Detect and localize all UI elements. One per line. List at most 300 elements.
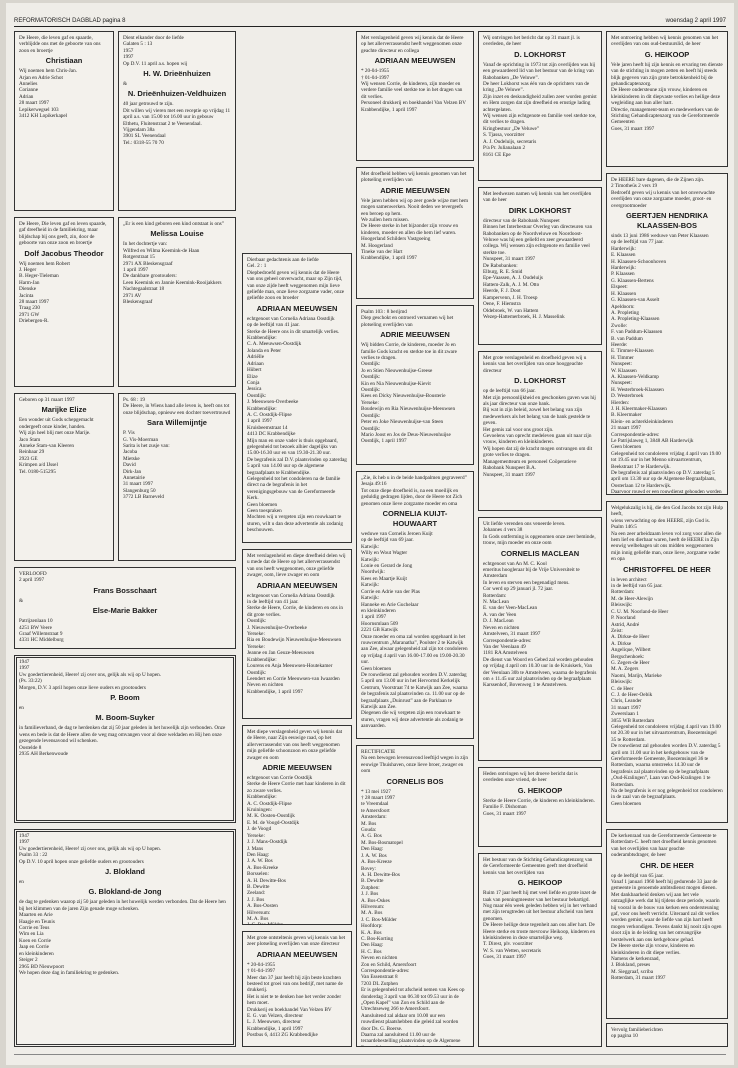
announcement-line: 28 maart 1997: [19, 100, 49, 107]
announcement-line: Rotterdam, 31 maart 1997: [611, 975, 666, 982]
page-header: [14, 17, 726, 26]
announcement-name: Melissa Louise: [150, 229, 204, 239]
announcement-line: Corrie en Teus: [19, 925, 50, 932]
announcement-line: Met verslagenheid en diepe dreefheid delen wij u mede dat de Heere op het allerverrassendst van ons heeft weggenomen, onze geliefde zwager, oom, lieve zwager en oom: [247, 553, 347, 579]
announcement-line: D. Westerbroek: [611, 393, 644, 400]
announcement-line: op de leeftijd van 65 jaar.: [611, 872, 664, 879]
announcement-line: A. G. Bos: [361, 833, 382, 840]
announcement-line: Hilversum:: [247, 909, 271, 916]
announcement-line: Geen bloemen: [247, 501, 278, 508]
announcement-line: op de leeftijd van 66 jaar.: [483, 388, 536, 395]
announcement-line: Namens de kerkenraad,: [611, 955, 660, 962]
announcement-line: De kerkenraad van de Gereformeerde Gemeente te Rotterdam-C. heeft met droefheid kennis genomen van het overlijden van haar geachte ouderambtsdrager, de heer: [611, 833, 718, 859]
announcement-line: Katwijk:: [361, 582, 380, 589]
announcement-line: Heerde:: [611, 341, 628, 348]
announcement-line: H. Klaassen-Schoonhoven: [611, 258, 667, 265]
announcement-line: 4331 HC Middelburg: [19, 637, 64, 644]
announcement-line: Nachtegaalstraat 18: [123, 286, 165, 293]
announcement-line: Na een zeer arbeidzaam leven vol zorg voor allen die hem lief en dierbaar waren, heeft de HEERE in Zijn eeuwig welbehagen uit ons midden weggenomen mijn innig geliefde man, onze lieve, zorgzame vader en opa: [611, 530, 723, 563]
announcement-line: Wij wensen Corrie, de kinderen, zijn moeder en verdere familie veel sterkte toe in het dragen van dit verlies.: [361, 81, 464, 100]
announcement-name: P. Boom: [110, 693, 140, 703]
announcement-line: Arjan en Adrie Schot: [19, 74, 63, 81]
announcement-line: Binnen het Interbestuur Overleg van directeuren van Rabobanken op de Noordveluwe en Noordoost-Veluwe was hij een geliefd en zeer gewaardeerd collega. Wij wensen zijn echtgenote en familie veel sterkte toe.: [483, 224, 594, 256]
announcement-line: 2 Timotheüs 2 vers 19: [611, 183, 658, 190]
announcement-line: Krabbendijke, 1 april 1997: [361, 106, 417, 113]
header-rule: [14, 26, 726, 27]
announcement-line: Slangenburg 50: [123, 487, 156, 494]
announcement-line: Kees en Dicky Nieuwenhuijse-Bousterie: [361, 393, 446, 400]
announcement-line: Oene, F. Hiemstra: [483, 301, 521, 308]
announcement-line: A. C. Oostdijk-Flipse: [247, 411, 292, 418]
announcement-line: A. Klaassen-Veldkamp: [611, 373, 659, 380]
announcement-line: Zeist:: [611, 627, 623, 634]
announcement-line: Oostdijk, 1 april 1997: [361, 438, 407, 445]
announcement-line: Met verslagenheid geven wij kennis dat de Heere op het allerverrassendst heeft weggenomen onze geachte directeur en collega: [361, 35, 465, 54]
announcement-line: Corianne: [19, 87, 39, 94]
announcement-line: Wim en Lia: [19, 931, 44, 938]
announcement-line: op de leeftijd van 77 jaar.: [611, 239, 664, 246]
announcement-line: Dierbaar gedachtenis aan de liefde: [247, 257, 319, 263]
announcement-line: Hanneke en Arie Guchelaar: [361, 601, 419, 608]
announcement-line: A. Propleting: [611, 309, 639, 316]
announcement-name: Dolf Jacobus Theodor: [24, 248, 104, 258]
obituary-ad-heikoop-family: [478, 767, 602, 847]
announcement-line: Daarna zal aansluitend 11.00 uur de teraardebestelling plaatsvinden op de Algemene: [361, 1032, 461, 1045]
announcement-line: Gelegenheid tot condoleren vrijdag 4 april van 19.00 tot 19.45 uur in het Menno uitvaartcentrum, Beekstraat 17 te Harderwijk.: [611, 450, 723, 470]
announcement-line: Angelique, Wilbert: [611, 647, 651, 654]
announcement-line: J. J. Bos: [361, 891, 379, 898]
announcement-line: 1 april 1997: [247, 418, 273, 425]
announcement-line: Vele jaren hebben wij op zeer goede wijze met hem mogen samenwerken. Nooit deden we tevergeefs een beroep op hem.: [361, 197, 470, 217]
announcement-line: Met ontroering hebben wij kennis genomen van het overlijden van ons oud-bestuurslid, de heer: [611, 35, 720, 48]
announcement-line: 3055 WB Rotterdam: [611, 717, 655, 724]
announcement-line: Patrijzenlaan 10: [19, 618, 53, 625]
announcement-line: Krabbendijke:: [247, 405, 277, 412]
announcement-line: Harderwijk:: [611, 265, 637, 272]
announcement-line: &: [123, 81, 128, 88]
announcement-line: Wij ontvingen het bericht dat op 31 maart jl. is overleden, de heer: [483, 35, 582, 48]
announcement-line: VERLOOFD: [19, 571, 47, 577]
announcement-line: Naomi, Marijn, Marieke: [611, 672, 662, 679]
announcement-line: Wilfred en Wilma Keemink-de Haan: [123, 247, 200, 254]
announcement-line: Jolanda en Peter: [247, 347, 281, 354]
announcement-line: A. Dirkse-de Heer: [611, 634, 650, 641]
obituary-ad-kuijt: [356, 471, 474, 739]
announcement-line: echtgenoot van Corrie Oostdijk: [247, 775, 313, 782]
announcement-line: Koen en Corrie: [19, 937, 51, 944]
announcement-line: Elspeet:: [611, 284, 628, 291]
announcement-line: P. Noorland: [611, 615, 636, 622]
announcement-line: Gouda:: [361, 827, 377, 834]
announcement-line: in de leeftijd van 41 jaar.: [247, 599, 299, 606]
header-right: woensdag 2 april 1997: [665, 18, 726, 24]
obituary-ad-meeuwsen-nieuwenhuijse: [356, 305, 474, 465]
announcement-line: 1997: [19, 665, 30, 672]
announcement-line: Bij wat in zijn beleid, zowel het belang van zijn medewerkers als het belang van de bank gestelde te geven.: [483, 407, 592, 427]
announcement-line: op pagina 10: [611, 1033, 638, 1040]
announcement-line: † 01-04-1997: [247, 968, 276, 975]
announcement-line: Neven en nichten: [483, 624, 520, 631]
announcement-line: M. Bos: [361, 820, 377, 827]
announcement-line: echtgenoot van Cornelia Adriana Oostdijk: [247, 592, 335, 599]
announcement-line: J. Meeuwsen-Overbeeke: [247, 399, 299, 406]
announcement-line: Amsterdam:: [361, 814, 387, 821]
announcement-line: C. U. M. Noorland-de Heer: [611, 608, 669, 615]
announcement-line: Gelegenheid tot condoleren vrijdag 4 april van 19.00 tot 20.30 uur in het uitvaartcentrum, Boezemsingel 35 te Rotterdam.: [611, 724, 723, 743]
rectification-ad-bos: [356, 745, 474, 1047]
announcement-line: Meer dan 37 jaar heeft hij zijn beste krachten besteed tot groei van ons bedrijf, met name de drukkerij.: [247, 974, 345, 994]
announcement-line: * 20-04-1955: [361, 68, 390, 75]
announcement-line: Wij hopen dat zij de kracht mogen ontvangen om dit grote verlies te dragen.: [483, 445, 594, 459]
announcement-line: Goes, 31 maart 1997: [483, 810, 527, 817]
announcement-line: Een wonder uit Gods schepgemacht ondergeeft onze kinder, handen.: [19, 417, 95, 430]
announcement-line: C. de Heer: [611, 685, 634, 692]
announcement-line: K. A. Bos: [361, 929, 382, 936]
announcement-line: op de leeftijd van 41 jaar.: [247, 322, 300, 329]
announcement-line: Bovey:: [361, 865, 376, 872]
announcement-line: Personeel drukkerij en boekhandel Van Velzen BV: [361, 100, 466, 107]
announcement-line: Reinbaar 29: [19, 449, 45, 456]
announcement-line: Bleiswijk:: [611, 679, 633, 686]
announcement-line: C. J. de Heer-Oebik: [611, 691, 653, 698]
announcement-line: Het bestuur van de Stichting Gehandicaptenzorg van de Gereformeerde Gemeenten geeft met droefheid kennis van het overlijden van: [483, 857, 594, 876]
announcement-line: Yerseke:: [247, 643, 265, 650]
announcement-line: Rotgerstraat 15: [123, 254, 155, 261]
announcement-line: 21 maart 1997: [611, 425, 641, 432]
announcement-line: De Heere, Die leven gaf en leven spaarde, gaf dreefheid in de familiekring, maar blijdschap bij ons geeft, zin, door de geboorte van onze zoon en broertje: [19, 221, 108, 247]
announcement-line: Tel.: 0318-55 70 70: [123, 139, 164, 146]
announcement-line: 1 april 1997: [123, 267, 149, 274]
announcement-line: Vele jaren heeft hij zijn kennis en ervaring ten dienste van de stichting in mogen zetten en heeft hij steeds blijk gegeven van zijn grote betrokkenheid bij de gehandicaptenzorg.: [611, 61, 724, 88]
announcement-line: De HEERE bare dagenen, die de Zijnen zijn.: [611, 177, 705, 183]
announcement-line: Neven en nichten: [247, 682, 284, 689]
announcement-line: (Ps. 33:22): [19, 678, 42, 685]
announcement-line: E. van der Veen-MacLean: [483, 605, 538, 612]
announcement-line: Lonie en Gerard de Jong: [361, 563, 413, 570]
announcement-line: † 28 maart 1997: [361, 795, 395, 802]
announcement-line: A. H. Dewitte-Bos: [247, 877, 286, 884]
announcement-line: Oldebroek, W. van Hattem: [483, 307, 539, 314]
announcement-line: Gevoelens van oprecht medeleven gaan uit naar zijn vrouw, kinderen en kleinkinderen.: [483, 433, 593, 446]
announcement-line: Traag 230: [19, 305, 40, 312]
announcement-line: Oostdijk:: [247, 618, 267, 625]
announcement-line: W. S. van Wetten, secretaris: [483, 947, 541, 954]
announcement-line: Tineke van der Hart: [361, 249, 403, 256]
announcement-line: D. J. MacLean: [483, 618, 514, 625]
announcement-line: Boudewijn en Ria Nieuwenhuijse-Meeuwsen: [361, 406, 456, 413]
announcement-line: * 13 mei 1927: [361, 788, 391, 795]
announcement-line: Katwijk:: [361, 595, 380, 602]
announcement-line: F. van Paddum-Klaassen: [611, 329, 663, 336]
announcement-line: Psalm 146:5: [611, 524, 637, 531]
announcement-line: Gel. 2 : 1: [247, 263, 267, 270]
announcement-line: J. J. Mans-Oostdijk: [247, 839, 288, 846]
announcement-line: De dienst van Woord en Gebed zal worden gehouden op vrijdag 4 april om 10.30 uur in de Kruiskerk, Van der Veenlaan 30b te Amstelveen, waarna de begrafenis om ± 11.45 uur zal plaatsvinden op de begraafplaats Karssenhof, Bovenweg 1 te Amstelveen.: [483, 656, 598, 689]
anniversary-ad-boom: [14, 655, 236, 823]
page-footer-rule: [14, 1054, 726, 1055]
announcement-line: 1 april 1997: [361, 614, 387, 621]
announcement-line: Elize: [247, 373, 258, 380]
announcement-line: Morgen, D.V. 3 april hopen onze lieve ouders en grootouders: [19, 684, 146, 691]
announcement-name: G. HEIKOOP: [517, 785, 563, 795]
announcement-line: Dienske: [19, 286, 36, 293]
announcement-line: In leven en sterven een begenadigd mens.: [483, 579, 570, 586]
announcement-line: Familie F. Dishoman: [483, 804, 527, 811]
announcement-line: Lourens en Anja Meeuwsen-Houtekamer: [247, 663, 333, 670]
announcement-line: Psalm 33 : 22: [19, 852, 48, 859]
announcement-line: G. Klaassen-van Asselt: [611, 297, 660, 304]
anniversary-ad-drieenhuizen: [118, 31, 236, 211]
announcement-line: emeritus hoogleraar bij de Vrije Universiteit te Amsterdam: [483, 567, 581, 580]
announcement-line: Yerseke:: [247, 832, 265, 839]
announcement-line: Oostdijk:: [361, 425, 381, 432]
announcement-line: Leendert en Corrie Meeuwsen-van Iwaarden: [247, 675, 340, 682]
announcement-line: M. A. Bos: [247, 915, 269, 922]
announcement-line: 1947: [19, 659, 30, 665]
announcement-name: N. Drieënhuizen-Veldhuizen: [127, 89, 227, 99]
announcement-name: ADRIE MEEUWSEN: [380, 185, 450, 195]
announcement-line: de dag te gedenken waarop zij 50 jaar geleden in het huwelijk werden verbonden. Dat de Heere hen bij het klimmen van de jaren Zijn genade moge schenken.: [19, 899, 228, 912]
announcement-line: Daarvoor rouwd er een rouwdienst gehouden worden: [611, 489, 722, 495]
announcement-line: en: [19, 705, 24, 712]
announcement-line: Zijn inzet en deskundigheid zullen zeer worden gemist en Hem zorgen dat zijn dreefheid en ernstige lading achtergelaten.: [483, 93, 598, 113]
announcement-name: CORNELIA KUIJT-HOUWAART: [382, 509, 448, 529]
announcement-line: Krabbendijke, 1 april 1997: [247, 1025, 303, 1032]
announcement-line: Nunspeet, 31 maart 1997: [483, 256, 536, 263]
announcement-line: in familieverband, de dag te herdenken dat zij 50 jaar geleden in het huwelijk zijn verbonden. Onze wens en bede is dat de Heere allen de weg mag omvangen voor al deze weldaden en Hij hen onze gezegende levensavond wil schenken.: [19, 725, 227, 745]
announcement-name: CHRISTOFFEL DE HEER: [623, 564, 711, 574]
announcement-line: Vervolg familieberichten: [611, 1027, 663, 1033]
announcement-line: Sterke de Heere, Corrie, de kinderen en ons in dit grote verlies.: [247, 605, 345, 618]
announcement-line: 7203 DL Zutphen: [361, 980, 398, 987]
announcement-line: Corrie en Adrie van der Plas: [361, 588, 420, 595]
announcement-line: Bleskensgraaf: [123, 299, 153, 306]
announcement-line: Gelegenheid tot het condoleren na de familie direct na de begrafenis in het verenigingsgebouw van de Gereformeerde Kerk.: [247, 476, 342, 502]
announcement-line: H. Klaassen: [611, 290, 637, 297]
announcement-name: G. Blokland-de Jong: [88, 887, 162, 897]
announcement-line: Hoofdorp:: [361, 923, 383, 930]
announcement-line: W. Klaassen: [611, 367, 637, 374]
announcement-line: J. Heger: [19, 267, 37, 274]
announcement-line: 2935 AH Berkenwoude: [19, 751, 68, 758]
announcement-line: A. Bos-Kreeze: [361, 859, 392, 866]
announcement-line: Astrid, André: [611, 621, 640, 628]
announcement-line: Drukkerij en boekhandel Van Velzen BV: [247, 1006, 332, 1013]
announcement-name: Marijke Elize: [41, 405, 87, 415]
announcement-line: E. G. van Velzen, directeur: [247, 1013, 303, 1020]
announcement-line: De begrafenis zal plaatsvinden op D.V. zaterdag 5 april om 13.30 uur op de Algemene Begraafplaats, Oosterlaan 12 te Harderwijk.: [611, 470, 718, 489]
announcement-line: Chris, Leander: [611, 698, 642, 705]
announcement-line: Krabbendijke:: [247, 794, 277, 801]
announcement-line: Geboren op 31 maart 1997: [19, 397, 75, 403]
announcement-line: Mochten wij u vergeten zijn een rouwkaart te sturen, wilt u dan deze advertentie als zodanig beschouwen.: [247, 514, 345, 534]
announcement-line: Neven en nichten: [361, 955, 398, 962]
announcement-name: Frans Bosschaart: [93, 585, 157, 595]
announcement-line: Uit liefde verenden ons veneerde leven.: [483, 521, 566, 527]
announcement-line: Mijn man en onze vader is thuis opgebaard, gelegenheid tot bezoek alhier dagelijks van 15.00-16.30 uur en van 19.30-21.30 uur.: [247, 437, 340, 457]
announcement-line: Borsselen:: [247, 871, 269, 878]
announcement-line: M. Hoogerland: [361, 242, 393, 249]
announcement-line: 2 april 1997: [19, 577, 45, 584]
announcement-line: J. A. W. Bos: [247, 858, 273, 865]
announcement-line: Sarita is het zusje van:: [123, 443, 170, 450]
announcement-line: Apeldoorn:: [611, 303, 635, 310]
announcement-line: Zutphen:: [361, 884, 380, 891]
obituary-ad-meeuwsen-staff: [356, 31, 474, 161]
announcement-line: P/a Pr. Julianalaan 2: [483, 145, 526, 152]
announcement-line: J. J. Bos: [247, 896, 265, 903]
announcement-line: De begrafenis zal D.V. plaatsvinden op zaterdag 5 april van 14.00 uur op de algemene begraafplaats te Krabbendijke.: [247, 456, 349, 476]
announcement-line: De heer Lokhorst was één van de oprichters van de kring „De Veluwe”.: [483, 81, 591, 94]
announcement-line: Oostelde 8: [19, 744, 42, 751]
announcement-line: Sterke de Heere Corrie, de kinderen en kleinkinderen.: [483, 797, 595, 804]
announcement-line: E. Klaassen: [611, 252, 636, 259]
announcement-line: Uw goedertierenheid, Heere! zij over ons, gelijk als wij op U hopen.: [19, 671, 162, 678]
announcement-name: GEERTJEN HENDRIKA KLAASSEN-BOS: [625, 211, 709, 231]
announcement-line: J. de Voogd: [247, 826, 272, 833]
announcement-line: Conja: [247, 379, 260, 386]
announcement-name: ADRIAAN MEEUWSEN: [256, 949, 338, 959]
announcement-line: E. Timmer-Klaassen: [611, 348, 654, 355]
announcement-line: De rouwdienst zal gehouden worden D.V. zaterdag 5 april om 13.00 uur in het Hervormd Kerkelijk Centrum, Voorstraat 74 te Katwijk aan Zee, waarna de begrafenis zal plaatsvinden ca. 11.00 uur op de begraafplaats „Duinrust” aan de Parklaan te Katwijk aan Zee.: [361, 671, 469, 710]
announcement-line: Tel. 0180-515295: [19, 468, 56, 475]
announcement-line: Sterke de Heere ons in dit smartelijk verlies.: [247, 328, 340, 335]
announcement-line: Correspondentie-adres:: [361, 968, 410, 974]
announcement-line: Ruim 17 jaar heeft hij met veel liefde en grote inzet de taak van penningmeester van het bestuur behartigd. Nog maar één week geleden hebben wij in het verband met zijn terugtreden uit het bestuur afscheid van hem genomen.: [483, 890, 599, 922]
announcement-line: Krabbendijke:: [247, 335, 277, 342]
anniversary-ad-blokland: [14, 829, 236, 1047]
announcement-line: Geen toespraken: [247, 508, 282, 515]
announcement-line: Yerseke:: [247, 631, 265, 638]
announcement-line: Dit willen wij vieren met een receptie op vrijdag 11 april a.s. van 15.00 tot 16.00 uur in gebouw Elthetu, Fluitenstraat 2 te Veenendaal.: [123, 107, 232, 127]
announcement-line: De Heere sterke zijn vrouw, kinderen en kleinkinderen in dit diepe verlies.: [611, 943, 696, 956]
announcement-line: Katwijk:: [361, 556, 380, 563]
announcement-line: „Er is een kind geboren een kind ontstaat is ons”: [123, 221, 224, 227]
announcement-line: sinds 13 juni 1986 weduwe van Peter Klaassen: [611, 233, 709, 240]
engagement-ad: [14, 567, 236, 649]
announcement-line: 1997: [123, 54, 134, 61]
announcement-line: P. Klaassen: [611, 271, 635, 278]
birth-ad-dolf: [14, 217, 114, 387]
announcement-line: N. MacLean: [483, 599, 509, 606]
announcement-line: J. C. Bos-Mülder: [361, 916, 397, 923]
announcement-line: Den Haag:: [361, 942, 384, 949]
announcement-line: 1947: [19, 833, 30, 839]
announcement-line: M. K. Oosten-Oostdijk: [247, 813, 295, 820]
announcement-name: DIRK LOKHORST: [508, 205, 572, 215]
announcement-line: A. Bos-Oskes: [361, 897, 390, 904]
announcement-line: Jacinta: [19, 292, 34, 299]
announcement-line: P. Vis: [123, 430, 135, 437]
announcement-line: De rouwdienst zal gehouden worden D.V. zaterdag 5 april om 11.00 uur in het kerkgebouw van de Gereformeerde Gemeente, Boezemsingel 36 te Rotterdam, waarna omstreeks 14.30 uur de begrafenis zal plaatsvinden op de begraafplaats „Oud-Kralingen”, Laan van Oud-Kralingen 1 te Rotterdam.: [611, 743, 722, 788]
announcement-line: Jacoba: [123, 449, 138, 456]
announcement-line: Zeeland:: [247, 890, 266, 897]
announcement-line: Oostdijk:: [361, 387, 381, 394]
announcement-name: H. W. Drieënhuizen: [143, 69, 211, 79]
announcement-line: Wij noemen hem Robert: [19, 260, 70, 267]
announcement-line: Oostdijk:: [361, 361, 381, 368]
announcement-line: te Vreemdaal: [361, 801, 389, 808]
announcement-line: Na een bewogen levensavond leeftijd wegen in zijn eeuwige Thuishaven, onze lieve broer, zwager en oom: [361, 755, 470, 775]
announcement-line: Onze moeder en oma zal worden opgebaard in het rouwcentrum „Maranatha”, Poolster 2 te Katwijk aan Zee, alwaar gelegenheid zal zijn tot condoleren op vrijdag 4 april van 16.00-17.00 en 19.00-20.30 uur.: [361, 633, 469, 666]
announcement-line: De Heere, die leven gaf en spaarde, verblijdde ons met de geboorte van ons zoon en broertje: [19, 35, 102, 54]
announcement-line: 31 maart 1997: [123, 481, 153, 488]
obituary-ad-maclean: [478, 517, 602, 761]
announcement-line: Wij bidden Corrie, de kinderen, moeder Jo en familie Gods kracht en sterkte toe in dit zware verlies te dragen.: [361, 342, 459, 362]
announcement-line: 1957: [123, 47, 134, 54]
birth-ad-marijke: [14, 393, 114, 561]
announcement-line: J. A. W. Bos: [361, 852, 387, 859]
announcement-line: We hopen deze dag in familiekring te gedenken.: [19, 969, 120, 976]
announcement-line: C. A. Meeuwsen-Oostdijk: [247, 341, 302, 348]
announcement-line: Katwijk:: [361, 543, 380, 550]
announcement-line: Kin en Nia Nieuwenhuijse-Kievit: [361, 380, 431, 387]
announcement-line: Epe-Vaassen, A. J. Oudeluijs: [483, 275, 543, 282]
announcement-line: 2923 GE: [19, 455, 38, 462]
announcement-line: Hierden:: [611, 399, 630, 406]
announcement-line: 40 jaar getrouwd te zijn.: [123, 101, 174, 108]
announcement-line: M. Bos-Bosmatopel: [361, 839, 403, 846]
announcement-line: A. H. Dewitte-Bos: [361, 871, 400, 878]
newspaper-page: [6, 3, 734, 1065]
announcement-line: J. Blokland, preses: [611, 962, 651, 969]
header-left: REFORMATORISCH DAGBLAD pagina 8: [14, 18, 126, 24]
announcement-line: Jessica: [247, 386, 262, 393]
obituary-ad-meeuwsen-hoogerland: [356, 167, 474, 299]
announcement-line: Mietske: [123, 455, 140, 462]
announcement-line: Oostdijk:: [247, 669, 267, 676]
announcement-line: Adriëlle: [247, 354, 264, 361]
announcement-line: en kleinkinderen: [361, 607, 396, 614]
announcement-name: ADRIE MEEUWSEN: [262, 763, 332, 773]
announcement-line: Annelies: [19, 81, 38, 88]
announcement-line: 2971 AV: [123, 292, 142, 299]
announcement-name: CORNELIS MACLEAN: [500, 548, 580, 558]
announcement-line: 28 maart 1997: [19, 299, 49, 306]
announcement-line: M. A. Bos: [361, 910, 383, 917]
announcement-line: David: [123, 462, 136, 469]
announcement-line: B. Dewitte: [247, 883, 270, 890]
announcement-line: te Amersfoort: [361, 807, 390, 814]
announcement-line: Anneke Stam-van Kleeren: [19, 443, 75, 450]
announcement-line: wiens verwachting op den HEERE, zijn God is.: [611, 517, 710, 524]
announcement-line: echtgenoot van Cornelia Adriana Oostdijk: [247, 315, 335, 322]
announcement-line: Kees en Maartje Kuijt: [361, 575, 407, 582]
announcement-line: Harm-Jan: [19, 279, 40, 286]
announcement-line: en: [19, 879, 24, 886]
announcement-line: 1181 RA Amstelveen: [483, 650, 528, 657]
announcement-line: Zon en Schild, Amersfoort: [361, 961, 417, 968]
announcement-line: Er is gelegenheid tot afscheid nemen van Kees op donderdag 3 april van 06.30 tot 09.53 uur in de „Open Kapel” van Zon en Schild aan de Utrechtseweg 266 te Amersfoort.: [361, 987, 466, 1013]
announcement-line: De Heere heilige deze tegenheit aan ons aller hart. De Heere sterke en troste mevrouw Heikoop, kinderen en kleinkinderen in deze smartelijke weg.: [483, 922, 597, 942]
announcement-line: A. Dirkse: [611, 640, 632, 647]
announcement-line: A. Bos-Oosten: [247, 903, 278, 910]
announcement-line: Wij zijn heel blij met onze Marije.: [19, 430, 91, 437]
announcement-line: In Gods ontferming is opgenomen onze zeer beminde, trouw, mijn moeder en onze oom: [483, 533, 597, 547]
announcement-line: Wij noemen hem Chris-Jan.: [19, 68, 77, 75]
announcement-line: Goes, 31 maart 1997: [483, 954, 527, 961]
announcement-line: Met grote ontsteltenis geven wij kennis van het zeer plotseling overlijden van onze directeur: [247, 935, 347, 948]
announcement-line: Elburg, R. E. Smid: [483, 269, 523, 276]
announcement-line: A. Propleting-Klaassen: [611, 316, 660, 323]
announcement-name: J. Blokland: [104, 867, 145, 877]
announcement-line: Adrian: [19, 93, 34, 100]
announcement-line: Heden ontvingen wij het droeve bericht dat is overleden onze vriend, de heer: [483, 771, 579, 784]
announcement-line: G. Klaassen-Bertens: [611, 277, 654, 284]
announcement-line: 2971 GW: [19, 311, 40, 318]
announcement-line: weduwe van Cornelis Jeroen Kuijt: [361, 531, 433, 538]
announcement-name: D. LOKHORST: [514, 376, 566, 386]
